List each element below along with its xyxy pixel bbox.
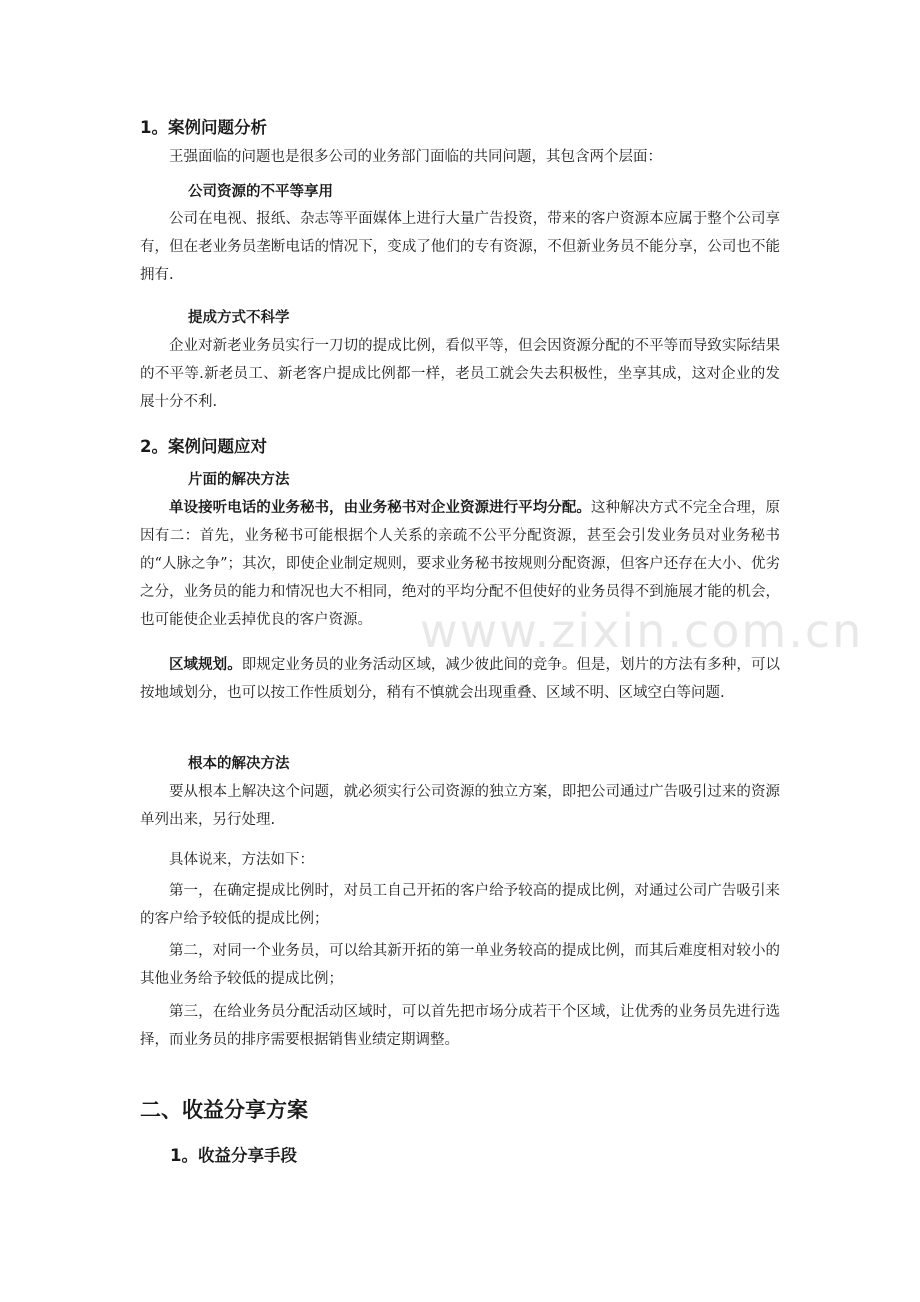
- paragraph-business-secretary: [140, 494, 780, 634]
- paragraph-commission-method: 企业对新老业务员实行一刀切的提成比例，看似平等，但会因资源分配的不平等而导致实际结果的不平等.新老员工、新老客户提成比例都一样，老员工就会失去积极性，坐享其成，这对企业的发展十分不利.: [140, 338, 780, 410]
- subheading-revenue-sharing-means: 1。收益分享手段: [170, 1146, 297, 1165]
- paragraph-area-planning: [140, 651, 780, 707]
- item-title-partial-solution: 片面的解决方法: [188, 472, 290, 488]
- watermark: www.zixin.com.cn: [420, 604, 864, 658]
- paragraph-method-intro: 具体说来，方法如下：: [169, 852, 314, 868]
- paragraph-resource-inequality: 公司在电视、报纸、杂志等平面媒体上进行大量广告投资，带来的客户资源本应属于整个公司享有，但在老业务员垄断电话的情况下，变成了他们的专有资源，不但新业务员不能分享，公司也不能拥有.: [140, 211, 780, 283]
- paragraph-method-third: 第三，在给业务员分配活动区域时，可以首先把市场分成若干个区域，让优秀的业务员先进行选择，而业务员的排序需要根据销售业绩定期调整。: [140, 1004, 780, 1048]
- section-heading-case-analysis: 1。案例问题分析: [140, 118, 267, 137]
- item-title-commission-method: 提成方式不科学: [188, 310, 290, 326]
- paragraph-method-second: 第二，对同一个业务员，可以给其新开拓的第一单业务较高的提成比例，而其后难度相对较小的其他业务给予较低的提成比例；: [140, 943, 780, 987]
- paragraph-intro: 王强面临的问题也是很多公司的业务部门面临的共同问题，其包含两个层面：: [169, 149, 662, 165]
- paragraph-area-planning-text: 即规定业务员的业务活动区域，减少彼此间的竞争。但是，划片的方法有多种，可以按地域划分，也可以按工作性质划分，稍有不慎就会出现重叠、区域不明、区域空白等问题.: [140, 657, 781, 701]
- item-title-root-solution: 根本的解决方法: [188, 756, 290, 772]
- bold-lead-business-secretary: 单设接听电话的业务秘书，由业务秘书对企业资源进行平均分配。: [169, 500, 591, 516]
- bold-lead-area-planning: 区域规划。: [169, 657, 242, 673]
- paragraph-root-solution: 要从根本上解决这个问题，就必须实行公司资源的独立方案，即把公司通过广告吸引过来的资源单列出来，另行处理.: [140, 784, 780, 828]
- paragraph-business-secretary-text: 这种解决方式不完全合理，原因有二：首先，业务秘书可能根据个人关系的亲疏不公平分配资源，甚至会引发业务员对业务秘书的“人脉之争”；其次，即使企业制定规则，要求业务秘书按规则分配资源，但客户还存在大小、优劣之分，业务员的能力和情况也大不相同，绝对的平均分配不但使好的业务员得不到施展才能的机会，也可能使企业丢掉优良的客户资源。: [140, 500, 781, 628]
- paragraph-method-first: 第一，在确定提成比例时，对员工自己开拓的客户给予较高的提成比例，对通过公司广告吸引来的客户给予较低的提成比例；: [140, 883, 780, 927]
- chapter-heading-revenue-sharing: 二、收益分享方案: [140, 1098, 308, 1122]
- section-heading-case-response: 2。案例问题应对: [140, 437, 267, 456]
- item-title-resource-inequality: 公司资源的不平等享用: [188, 184, 333, 200]
